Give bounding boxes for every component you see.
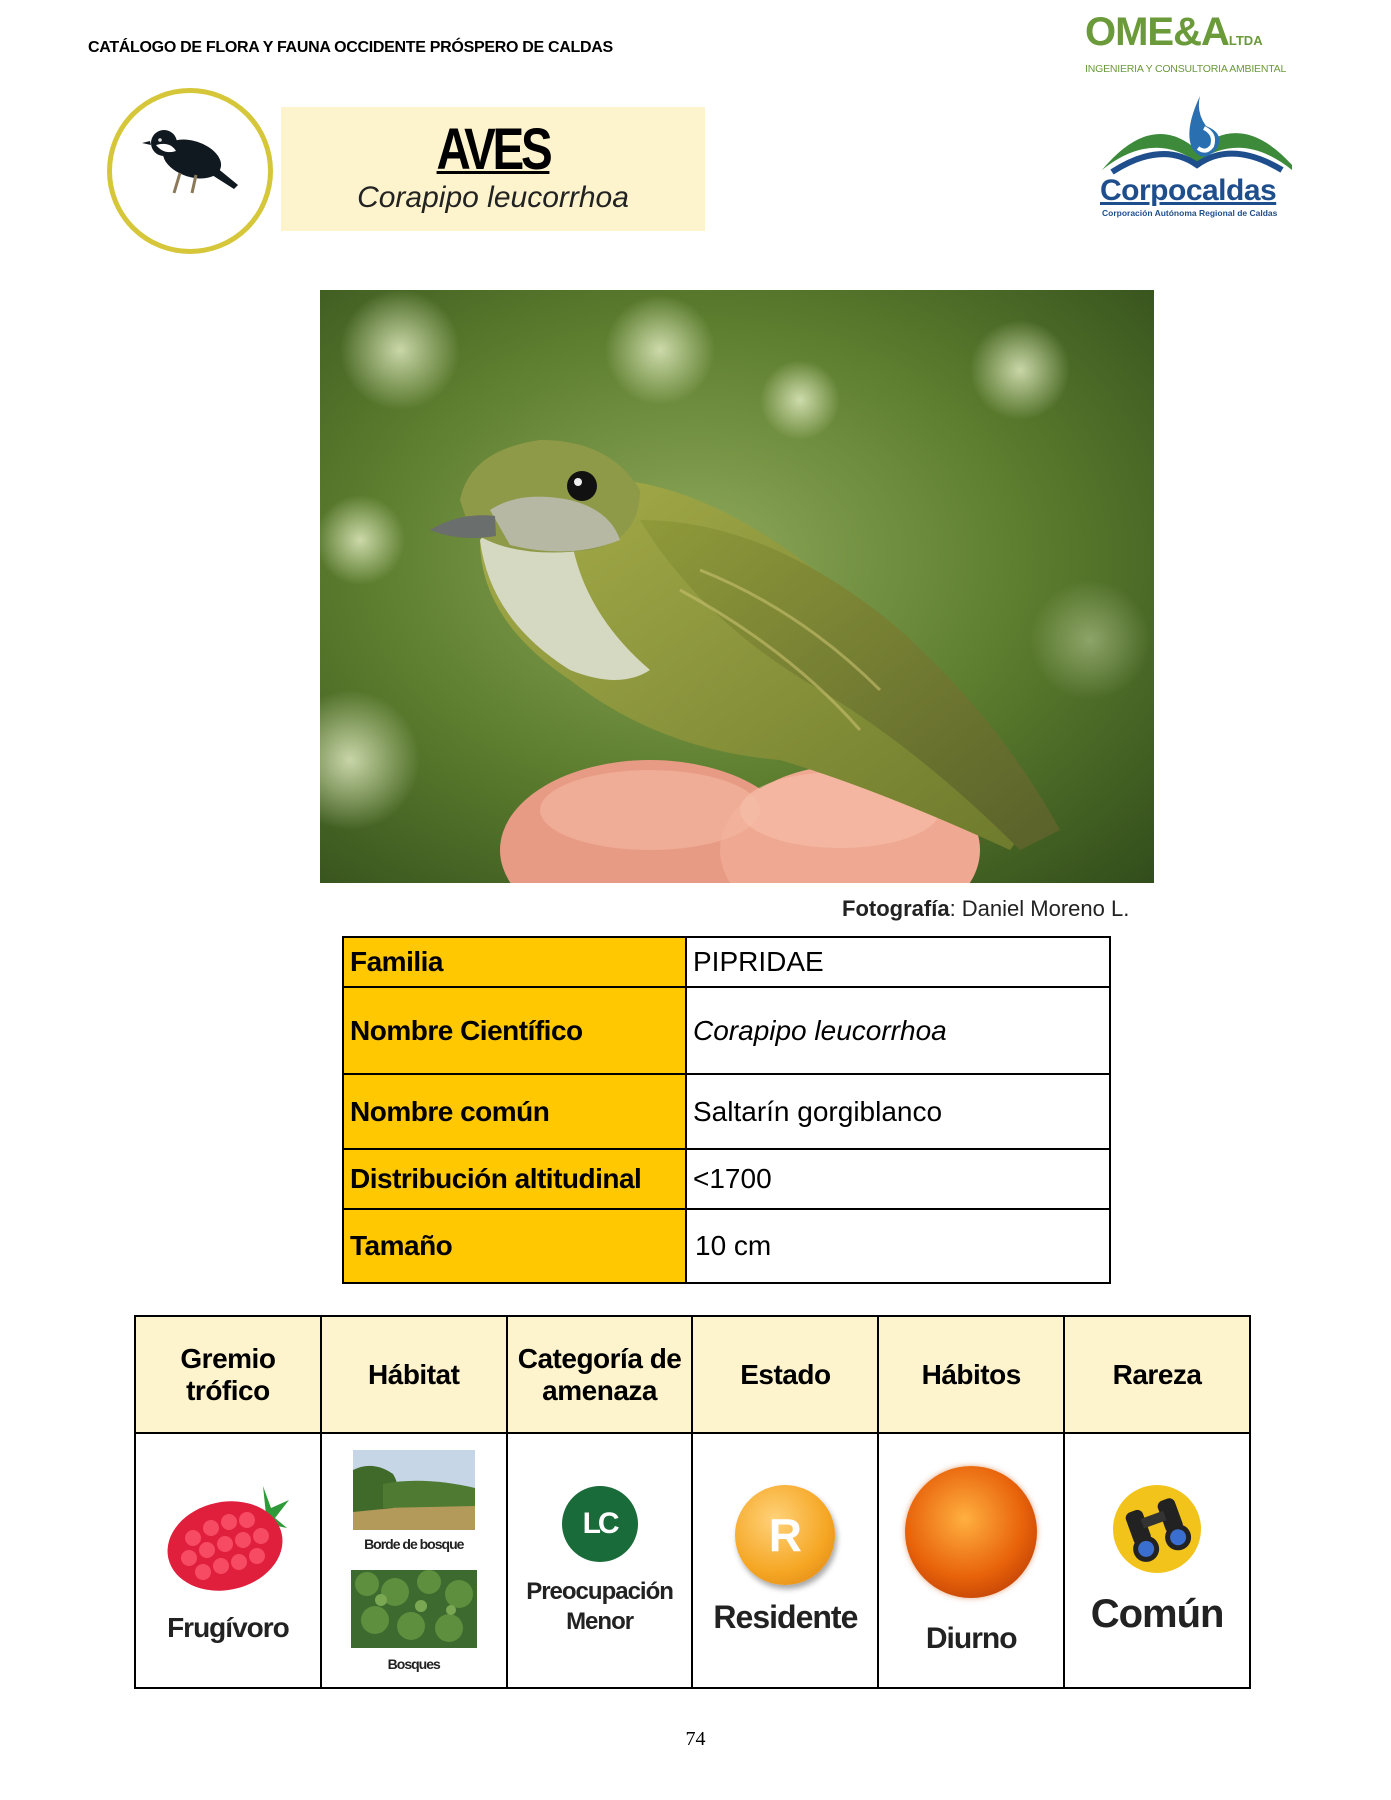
characteristics-values-row [135,1433,1250,1688]
species-scientific-name: Corapipo leucorrhoa [357,181,629,214]
header-status: Estado [692,1316,878,1433]
info-label: Nombre común [343,1074,686,1149]
header-habitat: Hábitat [321,1316,507,1433]
header-threat-category: Categoría de amenaza [507,1316,693,1433]
info-label: Distribución altitudinal [343,1149,686,1209]
info-label: Nombre Científico [343,987,686,1074]
info-value: Saltarín gorgiblanco [686,1074,1110,1149]
corpocaldas-subtitle: Corporación Autónoma Regional de Caldas [1102,208,1278,218]
omea-logo-subtitle: INGENIERIA Y CONSULTORIA AMBIENTAL [1085,63,1287,75]
omea-logo-suffix: LTDA [1228,33,1263,48]
sun-icon [905,1466,1037,1598]
habits-cell [878,1433,1064,1688]
omea-logo [1085,10,1305,75]
photo-credit: Fotografía: Daniel Moreno L. [842,896,1130,921]
habitat-label-forest-edge: Borde de bosque [364,1535,464,1552]
binoculars-icon [1107,1484,1207,1574]
status-cell [692,1433,878,1688]
photo-credit-label: Fotografía [842,896,950,921]
info-value: 10 cm [686,1209,1110,1283]
rarity-cell [1064,1433,1250,1688]
info-value: PIPRIDAE [686,937,1110,987]
threat-label-line1: Preocupación [526,1577,673,1605]
resident-badge-icon: R [735,1485,835,1585]
trophic-guild-label: Frugívoro [167,1611,289,1643]
trophic-guild-cell [135,1433,321,1688]
info-row-common-name [343,1074,1110,1149]
class-title: AVES [436,117,550,182]
forest-edge-photo [353,1450,475,1530]
info-row-altitude [343,1149,1110,1209]
forest-aerial-photo [351,1570,477,1648]
lc-badge-icon: LC [562,1486,638,1562]
corpocaldas-logo [1092,90,1302,220]
bird-silhouette-icon [112,93,268,249]
omea-logo-name: OME&A [1085,10,1229,54]
corpocaldas-emblem-icon [1092,90,1302,180]
characteristics-table [134,1315,1251,1689]
species-photo [320,290,1154,883]
catalog-title: CATÁLOGO DE FLORA Y FAUNA OCCIDENTE PRÓSPERO DE CALDAS [88,39,613,56]
info-label: Familia [343,937,686,987]
threat-category-cell [507,1433,693,1688]
info-row-size [343,1209,1110,1283]
info-row-scientific-name [343,987,1110,1074]
header-rarity: Rareza [1064,1316,1250,1433]
header-habits: Hábitos [878,1316,1064,1433]
info-row-family [343,937,1110,987]
habits-label: Diurno [925,1621,1017,1655]
status-label: Residente [713,1599,858,1635]
corpocaldas-name: Corpocaldas [1100,174,1277,207]
bird-photo-image [320,290,1154,883]
rarity-label: Común [1090,1592,1224,1636]
threat-label-line2: Menor [566,1607,634,1635]
species-title-box [281,107,705,231]
info-value: Corapipo leucorrhoa [686,987,1110,1074]
header-trophic-guild: Gremio trófico [135,1316,321,1433]
page-number: 74 [685,1728,706,1750]
species-info-table [342,936,1111,1284]
habitat-cell [321,1433,507,1688]
info-label: Tamaño [343,1209,686,1283]
bird-icon-badge [107,88,273,254]
habitat-label-forests: Bosques [387,1655,440,1672]
info-value: <1700 [686,1149,1110,1209]
photo-credit-name: Daniel Moreno L. [961,896,1130,921]
raspberry-icon [163,1478,293,1598]
characteristics-header-row [135,1316,1250,1433]
